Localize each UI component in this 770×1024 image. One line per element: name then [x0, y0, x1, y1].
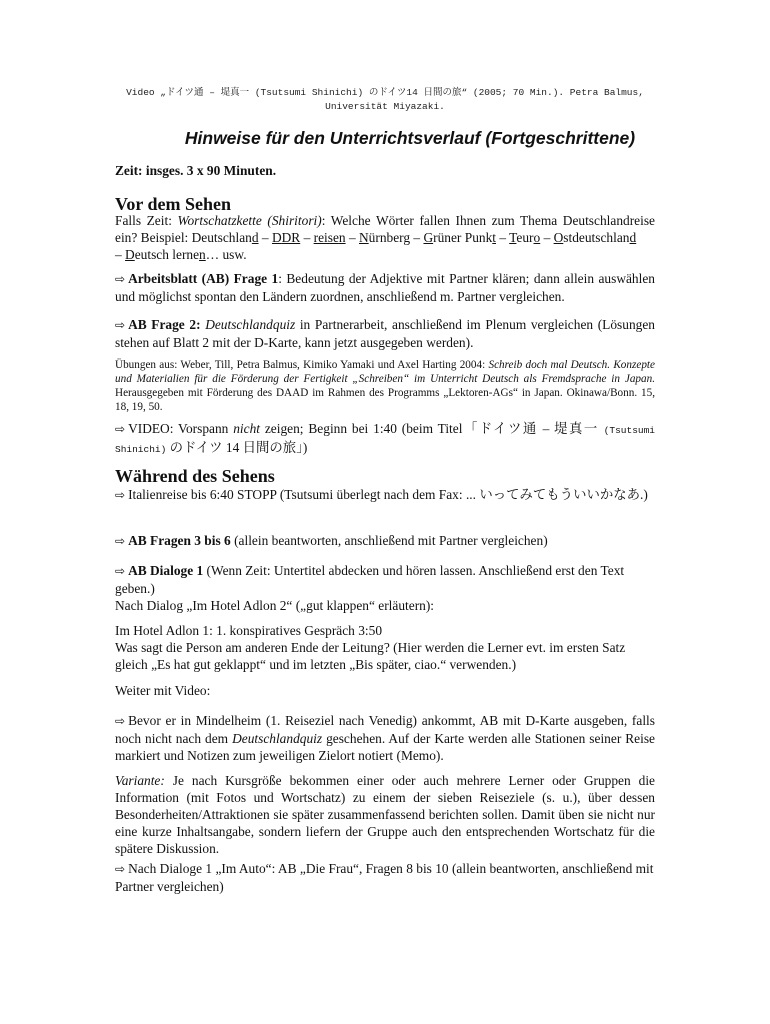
text: Herausgegeben mit Förderung des DAAD im Rahmen des Programms „Lektoren-AGs“ in Japan. Okinawa/Bonn. 15, 18, 19, 50. [115, 387, 655, 413]
label: AB Frage 2: [128, 317, 201, 332]
underlined-letter: O [553, 230, 564, 245]
text: … usw. [205, 247, 247, 262]
underlined-letter: N [359, 230, 369, 245]
underlined-letter: D [271, 230, 282, 245]
word-chain-paragraph [115, 212, 655, 263]
arrow-right-icon: ⇨ [115, 862, 126, 876]
word: ürnberg [368, 230, 411, 245]
text: (allein beantworten, anschließend mit Partner vergleichen) [230, 533, 548, 548]
text: : Bedeutung der Adjektive mit Partner klären; dann allein auswählen und möglichst spontan den Ländern zuordnen, anschließend m. Partner vergleichen. [115, 271, 655, 304]
worksheet-question-1 [115, 270, 655, 305]
underlined-letter: n [199, 247, 206, 262]
arrow-right-icon: ⇨ [115, 422, 126, 436]
separator: – [115, 247, 126, 262]
term: Deutschlandquiz [232, 731, 323, 746]
variant-label: Variante: [115, 773, 165, 788]
separator: – [540, 230, 554, 245]
arrow-right-icon: ⇨ [115, 488, 126, 502]
header-line-1: Video „ドイツ通 – 堤真一 (Tsutsumi Shinichi) のドイツ14 日間の旅“ (2005; 70 Min.). Petra Balmus, [126, 87, 644, 98]
word: Deutschlan [191, 230, 252, 245]
underlined-letter: D [125, 247, 135, 262]
underlined-letter: reise [313, 230, 339, 245]
time-info [115, 162, 655, 179]
underlined-letter: G [423, 230, 434, 245]
book-title: Schreib doch mal Deutsch. Konzepte und Materialien für die Förderung der Fertigkeit „Schreiben“ im Unterricht Deutsch als Fremdsprache in Japan. [115, 359, 655, 385]
text: のドイツ 14 日間の旅」) [166, 440, 308, 455]
separator: – [258, 230, 272, 245]
document-title: Hinweise für den Unterrichtsverlauf (Fortgeschrittene) [184, 128, 636, 148]
text: Nach Dialog „Im Hotel Adlon 2“ („gut klappen“ erläutern): [115, 598, 435, 613]
text: Nach Dialoge 1 „Im Auto“: AB „Die Frau“, Fragen 8 bis 10 (allein beantworten, anschließend mit Partner vergleichen) [115, 861, 654, 894]
arrow-right-icon: ⇨ [115, 318, 126, 332]
underlined-letter: d [251, 230, 259, 245]
separator: – [496, 230, 510, 245]
mindelheim-instruction [115, 712, 655, 764]
italy-trip-instruction [115, 486, 655, 504]
arrow-right-icon: ⇨ [115, 272, 126, 286]
continue-video [115, 682, 655, 699]
text: : Welche Wörter fallen Ihnen zum Thema Deutschlandreise ein? Beispiel: [115, 213, 655, 245]
section-before-viewing [115, 194, 655, 214]
text: Bevor er in Mindelheim (1. Reiseziel nach Venedig) ankommt, AB mit D-Karte ausgeben, falls noch nicht nach dem [115, 713, 655, 746]
header-line-2: Universität Miyazaki. [325, 101, 445, 112]
dialogue-1-instruction [115, 562, 655, 614]
word: rüner Punk [433, 230, 493, 245]
text: (Tsutsumi Shinichi) [115, 425, 655, 455]
underlined-letter: n [338, 230, 346, 245]
word: eur [516, 230, 534, 245]
underlined-letter: DR [281, 230, 301, 245]
car-dialogue-instruction [115, 860, 655, 895]
worksheet-question-2 [115, 316, 655, 351]
variant-paragraph [115, 772, 655, 857]
label: AB Fragen 3 bis 6 [128, 533, 231, 548]
label: Arbeitsblatt (AB) Frage 1 [128, 271, 279, 286]
text: (Wenn Zeit: Untertitel abdecken und hören lassen. Anschließend erst den Text geben.) [115, 563, 625, 596]
text: Weiter mit Video: [115, 683, 211, 698]
emphasis: nicht [233, 421, 261, 436]
video-start-instruction [115, 420, 655, 458]
heading-waehrend-des-sehens: Während des Sehens [115, 466, 275, 486]
separator: – [410, 230, 424, 245]
worksheet-questions-3-6 [115, 532, 655, 550]
word: eutsch lerne [134, 247, 200, 262]
arrow-right-icon: ⇨ [115, 534, 126, 548]
underlined-letter: o [533, 230, 541, 245]
source-note [115, 358, 655, 414]
term: Deutschlandquiz [205, 317, 296, 332]
text: Falls Zeit: [115, 213, 178, 228]
time-text: Zeit: insges. 3 x 90 Minuten. [115, 163, 277, 178]
text: Was sagt die Person am anderen Ende der Leitung? (Hier werden die Lerner evt. im ersten Satz gleich „Es hat gut geklappt“ und im letzten „Bis später, ciao.“ verwenden.) [115, 640, 626, 672]
underlined-letter: d [629, 230, 637, 245]
text: Im Hotel Adlon 1: 1. konspiratives Gespräch 3:50 [115, 623, 383, 638]
word: stdeutschlan [563, 230, 630, 245]
underlined-letter: T [509, 230, 517, 245]
text: Italienreise bis 6:40 STOPP (Tsutsumi überlegt nach dem Fax: ... いってみてもういいかなあ.) [128, 487, 648, 502]
label: AB Dialoge 1 [128, 563, 204, 578]
hotel-adlon-paragraph [115, 622, 655, 673]
text: Übungen aus: Weber, Till, Petra Balmus, Kimiko Yamaki und Axel Harting 2004: [115, 359, 489, 371]
text: Je nach Kursgröße bekommen einer oder auch mehrere Lerner oder Gruppen die Information (mit Fotos und Wortschatz) zu einem der sieben Reiseziele (s. u.), über dessen Besonderheiten/Attraktionen sie später zusammenfassend berichten sollen. Damit üben sie nicht nur eine kurze Inhaltsangabe, sondern liefern der Gruppe auch den entsprechenden Wortschatz für die spätere Diskussion. [115, 773, 655, 856]
text: in Partnerarbeit, anschließend im Plenum vergleichen (Lösungen stehen auf Blatt 2 mit der D-Karte, kann jetzt ausgegeben werden). [115, 317, 655, 350]
text: geschehen. Auf der Karte werden alle Stationen seiner Reise markiert und Notizen zum jeweiligen Zielort notiert (Memo). [115, 731, 656, 763]
video-header [60, 86, 710, 114]
text: zeigen; Beginn bei 1:40 (beim Titel「ドイツ通 – 堤真一 [260, 421, 604, 436]
arrow-right-icon: ⇨ [115, 714, 126, 728]
term: Wortschatzkette (Shiritori) [177, 213, 322, 228]
section-while-viewing [115, 466, 655, 486]
separator: – [300, 230, 314, 245]
separator: – [345, 230, 359, 245]
text: VIDEO: Vorspann [128, 421, 234, 436]
heading-vor-dem-sehen: Vor dem Sehen [115, 194, 232, 214]
underlined-letter: t [492, 230, 497, 245]
arrow-right-icon: ⇨ [115, 564, 126, 578]
